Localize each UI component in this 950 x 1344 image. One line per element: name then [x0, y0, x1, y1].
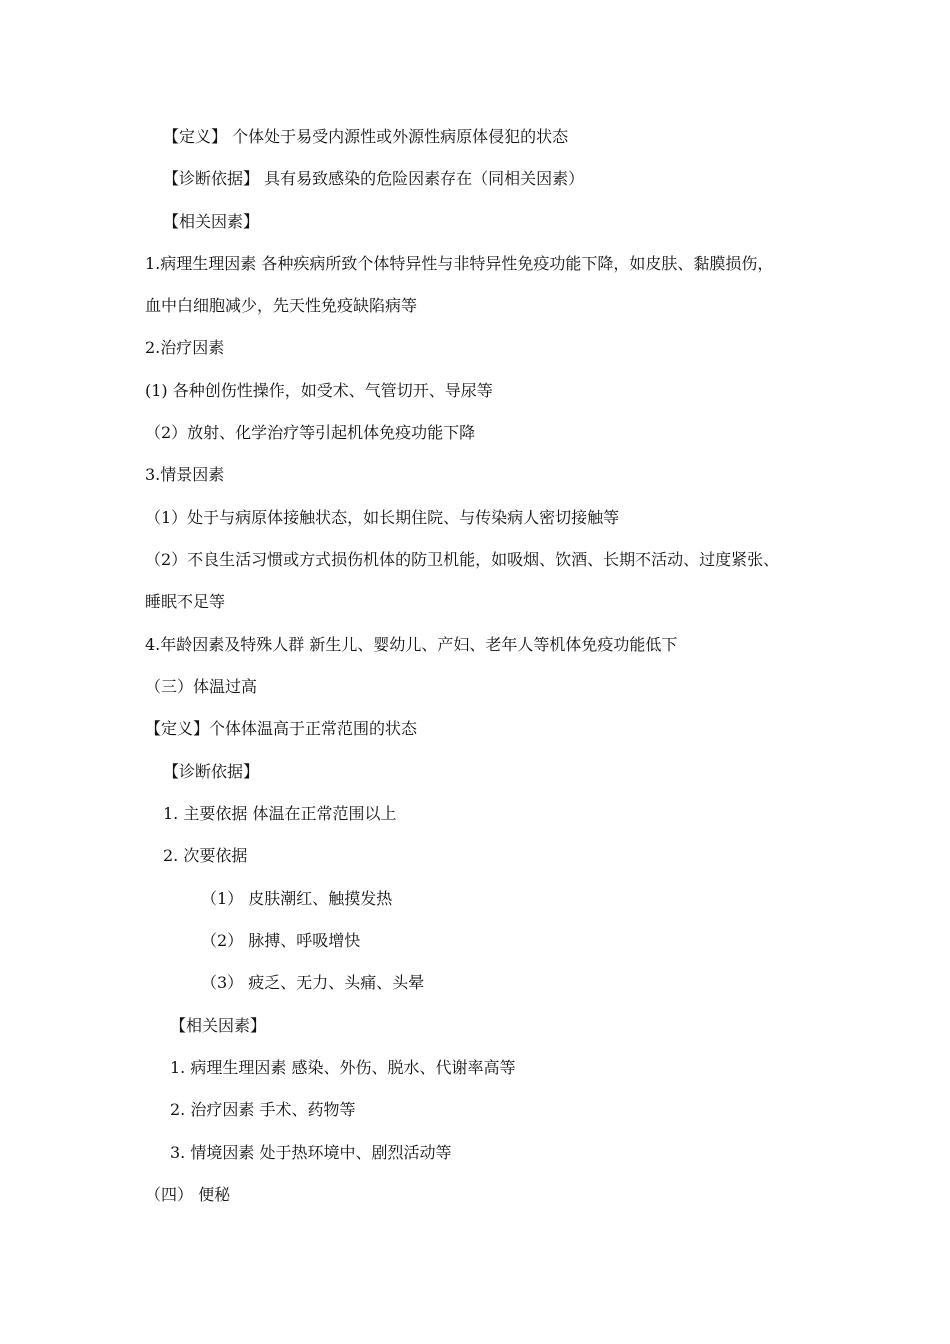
related-factors-heading: 【相关因素】 [163, 212, 260, 231]
sub-list-item: （3） 疲乏、无力、头痛、头晕 [201, 973, 425, 992]
list-item-heading: 2.治疗因素 [145, 338, 225, 357]
definition-line: 【定义】个体体温高于正常范围的状态 [145, 719, 418, 738]
list-item: 1. 主要依据 体温在正常范围以上 [163, 804, 397, 823]
definition-line: 【定义】 个体处于易受内源性或外源性病原体侵犯的状态 [163, 127, 569, 146]
list-item: 1. 病理生理因素 感染、外伤、脱水、代谢率高等 [170, 1058, 516, 1077]
list-item: （2）放射、化学治疗等引起机体免疫功能下降 [145, 423, 476, 442]
list-item: (1) 各种创伤性操作，如受术、气管切开、导尿等 [145, 381, 493, 400]
list-item: 2. 治疗因素 手术、药物等 [170, 1100, 356, 1119]
list-item: （1）处于与病原体接触状态，如长期住院、与传染病人密切接触等 [145, 508, 620, 527]
list-item-heading: 4.年龄因素及特殊人群 新生儿、婴幼儿、产妇、老年人等机体免疫功能低下 [145, 635, 678, 654]
section-heading: （三）体温过高 [145, 677, 258, 696]
sub-list-item: （1） 皮肤潮红、触摸发热 [201, 889, 393, 908]
section-heading: （四） 便秘 [145, 1185, 231, 1204]
list-item: 2. 次要依据 [163, 846, 248, 865]
paragraph-line: 血中白细胞减少，先天性免疫缺陷病等 [145, 296, 418, 315]
related-factors-heading: 【相关因素】 [170, 1016, 267, 1035]
sub-list-item: （2） 脉搏、呼吸增快 [201, 931, 361, 950]
list-item: 3. 情境因素 处于热环境中、剧烈活动等 [170, 1143, 452, 1162]
list-item-heading: 3.情景因素 [145, 465, 225, 484]
paragraph-line: 1.病理生理因素 各种疾病所致个体特异性与非特异性免疫功能下降，如皮肤、黏膜损伤， [145, 254, 774, 273]
diagnosis-line: 【诊断依据】 具有易致感染的危险因素存在（同相关因素） [163, 169, 585, 188]
list-item: （2）不良生活习惯或方式损伤机体的防卫机能，如吸烟、饮酒、长期不活动、过度紧张、 [145, 550, 780, 569]
list-item-continuation: 睡眠不足等 [145, 592, 226, 611]
diagnosis-heading: 【诊断依据】 [163, 762, 260, 781]
